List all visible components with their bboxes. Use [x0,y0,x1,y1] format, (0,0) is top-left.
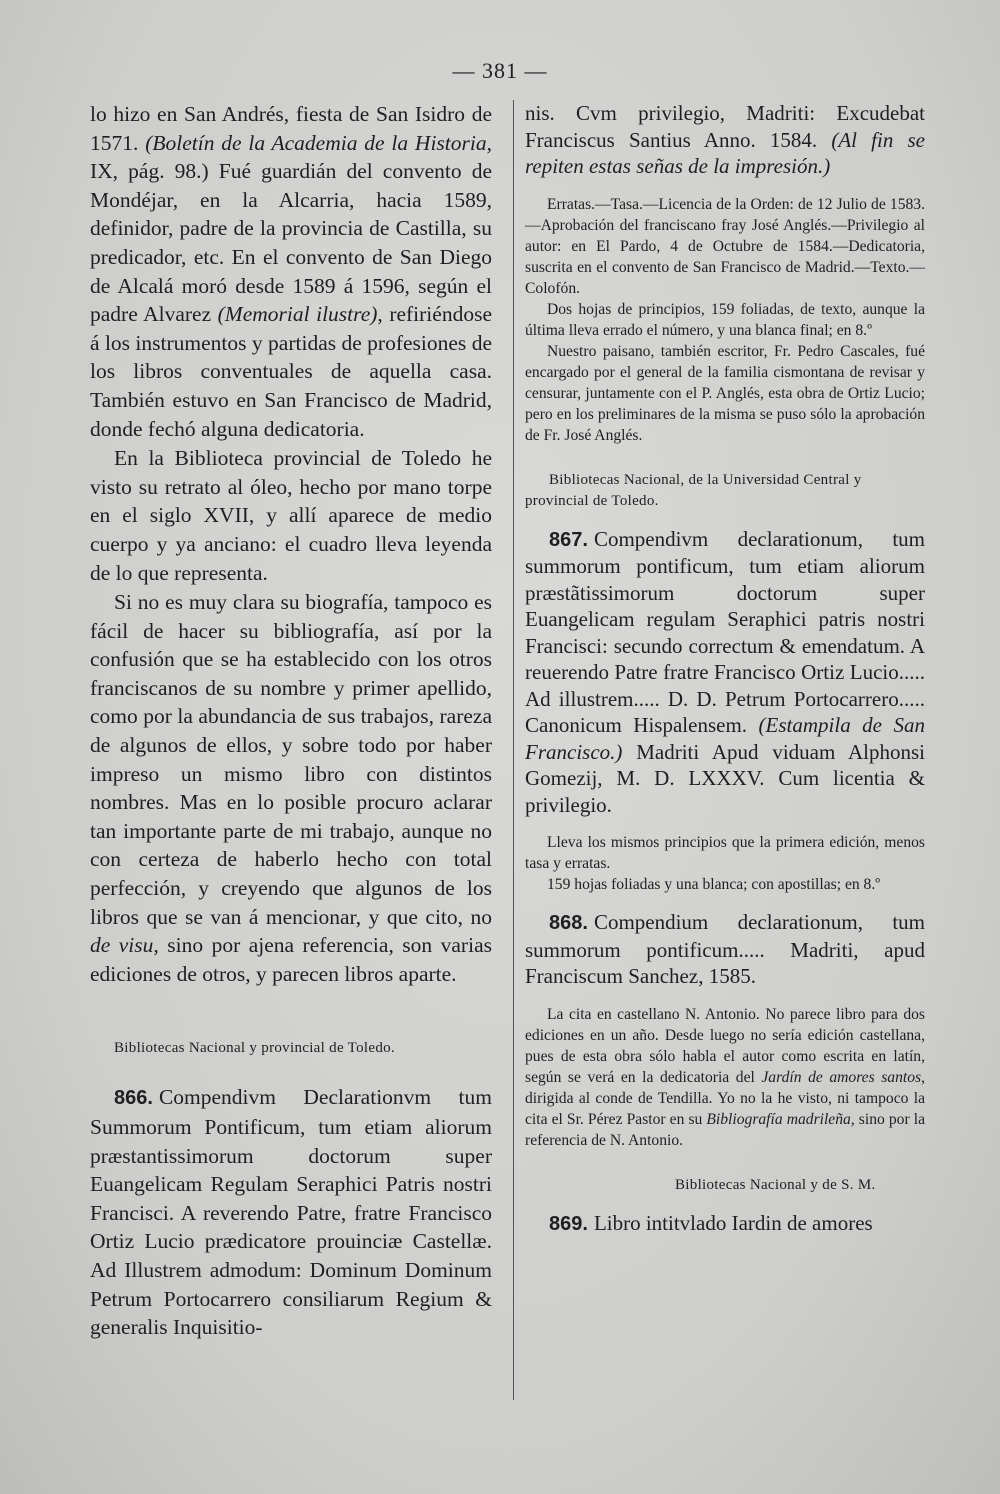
note-paragraph: Erratas.—Tasa.—Licencia de la Orden: de 12 Julio de 1583.—Aprobación del franciscano fray José Anglés.—Privilegio al autor: en El Pardo, 4 de Octubre de 1584.—Dedicatoria, suscrita en el convento de San Francisco de Madrid.—Texto.—Colofón. [525,195,925,297]
text-run: , IX, pág. 98.) Fué guardián del convento de Mondéjar, en la Alcarria, hacia 1589, definidor, padre de la provincia de Castilla, su predicador, etc. En el convento de San Diego de Alcalá moró desde 1589 á 1596, según el padre Alvarez [90,130,492,327]
entry-text: Compendivm declarationum, tum summorum pontificum, tum etiam aliorum præstãtissimorum doctorum super Euangelicam regulam Seraphici patris nostri Francisci: secundo correctum & emendatum. A reuerendo Patre fratre Francisco Ortiz Lucio..... Ad illustrem..... D. D. Petrum Portocarrero..... Canonicum Hispalensem. [525,526,925,737]
column-divider [513,100,514,1400]
italic-phrase: Jardín de amores santos [761,1068,922,1086]
note-paragraph: Dos hojas de principios, 159 foliadas, de texto, aunque la última lleva errado el número, y una blanca final; en 8.º [525,300,925,339]
note-paragraph: Lleva los mismos principios que la primera edición, menos tasa y erratas. [525,834,925,872]
text-run: , sino por ajena referencia, son varias ediciones de otros, y parecen libros aparte. [90,933,492,986]
entry-868 [525,909,925,990]
library-note: Bibliotecas Nacional y provincial de Toledo. [114,1040,395,1057]
paragraph-2: En la Biblioteca provincial de Toledo he visto su retrato al óleo, hecho por mano torpe en el siglo XVII, y allí aparece de medio cuerpo y ya anciano: el cuadro lleva leyenda de lo que representa. [90,446,492,585]
entry-text: Compendivm Declarationvm tum Summorum Pontificum, tum etiam aliorum præstantissimorum doctorum super Euangelicam Regulam Seraphici Patris nostri Francisci. A reverendo Patre, fratre Francisco Ortiz Lucio prædicatore prouinciæ Castellæ. Ad Illustrem admodum: Dominum Dominum Petrum Portocarrero consiliarum Regium & generalis Inquisitio- [90,1085,492,1340]
note-paragraph: Nuestro paisano, también escritor, Fr. Pedro Cascales, fué encargado por el general de la familia cismontana de revisar y censurar, juntamente con el P. Anglés, esta obra de Ortiz Lucio; pero en los preliminares de la misma se puso sólo la aprobación de Fr. José Anglés. [525,342,925,444]
left-column [90,100,492,1342]
citation: (Boletín de la Academia de la Historia [145,130,487,155]
note-paragraph: 159 hojas foliadas y una blanca; con apostillas; en 8.º [547,876,881,893]
entry-text: Madriti Apud viduam Alphonsi Gomezij, M. D. LXXXV. Cum licentia & privilegio. [525,739,925,817]
text-run: nis. Cvm privilegio, Madriti: Excudebat Franciscus Santius Anno. 1584. [525,101,925,152]
text-run: La cita en castellano N. Antonio. No parece libro para dos ediciones en un año. Desde luego no sería edición castellana, pues de esta obra sólo habla el autor como escrita en latín, según se verá en la dedicatoria del [525,1005,925,1086]
text-run: , dirigida al conde de Tendilla. Yo no la he visto, ni tampoco la cita el Sr. Pérez Pastor en su [525,1068,925,1128]
citation: (Memorial ilustre) [217,302,378,327]
library-note: Bibliotecas Nacional, de la Universidad Central y provincial de Toledo. [525,471,862,509]
note-paragraph [525,1004,925,1151]
text-run: , sino por la referencia de N. Antonio. [525,1110,925,1149]
italic-phrase: Bibliografía madrileña [706,1110,851,1128]
italic-phrase: de visu [90,933,154,958]
text-run: lo hizo en San Andrés, fiesta de San Isidro de 1571. [90,102,492,155]
entry-text: Libro intitvlado Iardin de amores [593,1210,873,1235]
entry-866 [90,1083,492,1341]
italic-phrase: (Al fin se repiten estas señas de la impresión.) [525,127,925,178]
entry-number: 866. [114,1087,153,1110]
text-run: Si no es muy clara su biografía, tampoco es fácil de hacer su bibliografía, así por la confusión que se ha establecido con los otros franciscanos de su nombre y primer apellido, como por la abundancia de sus trabajos, rareza de algunos de ellos, y sobre todo por haber impreso un mismo libro con distintos nombres. Mas en lo posible procuro aclarar tan importante parte de mi trabajo, aunque no con certeza de haberlo hecho con total perfección, y creyendo que algunos de los libros que se van á mencionar, y que cito, no [90,590,492,929]
entry-866-continued [525,100,925,180]
entry-number: 868. [549,912,588,934]
entry-869 [525,1210,925,1238]
paragraph-1 [90,100,492,443]
italic-phrase: (Estampila de San Francisco.) [525,713,925,764]
entry-number: 867. [549,528,588,551]
page-number: — 381 — [452,58,548,83]
paragraph-3 [90,588,492,988]
text-run: , refiriéndose á los instrumentos y partidas de profesiones de los libros conventuales de aquella casa. También estuvo en San Francisco de Madrid, donde fechó alguna dedicatoria. [90,302,492,441]
library-note: Bibliotecas Nacional y de S. M. [675,1176,876,1193]
entry-867 [525,526,925,819]
entry-number: 869. [549,1212,588,1235]
entry-text: Compendium declarationum, tum summorum pontificum..... Madriti, apud Franciscum Sanchez, 1585. [525,910,925,988]
right-column [525,100,925,1237]
